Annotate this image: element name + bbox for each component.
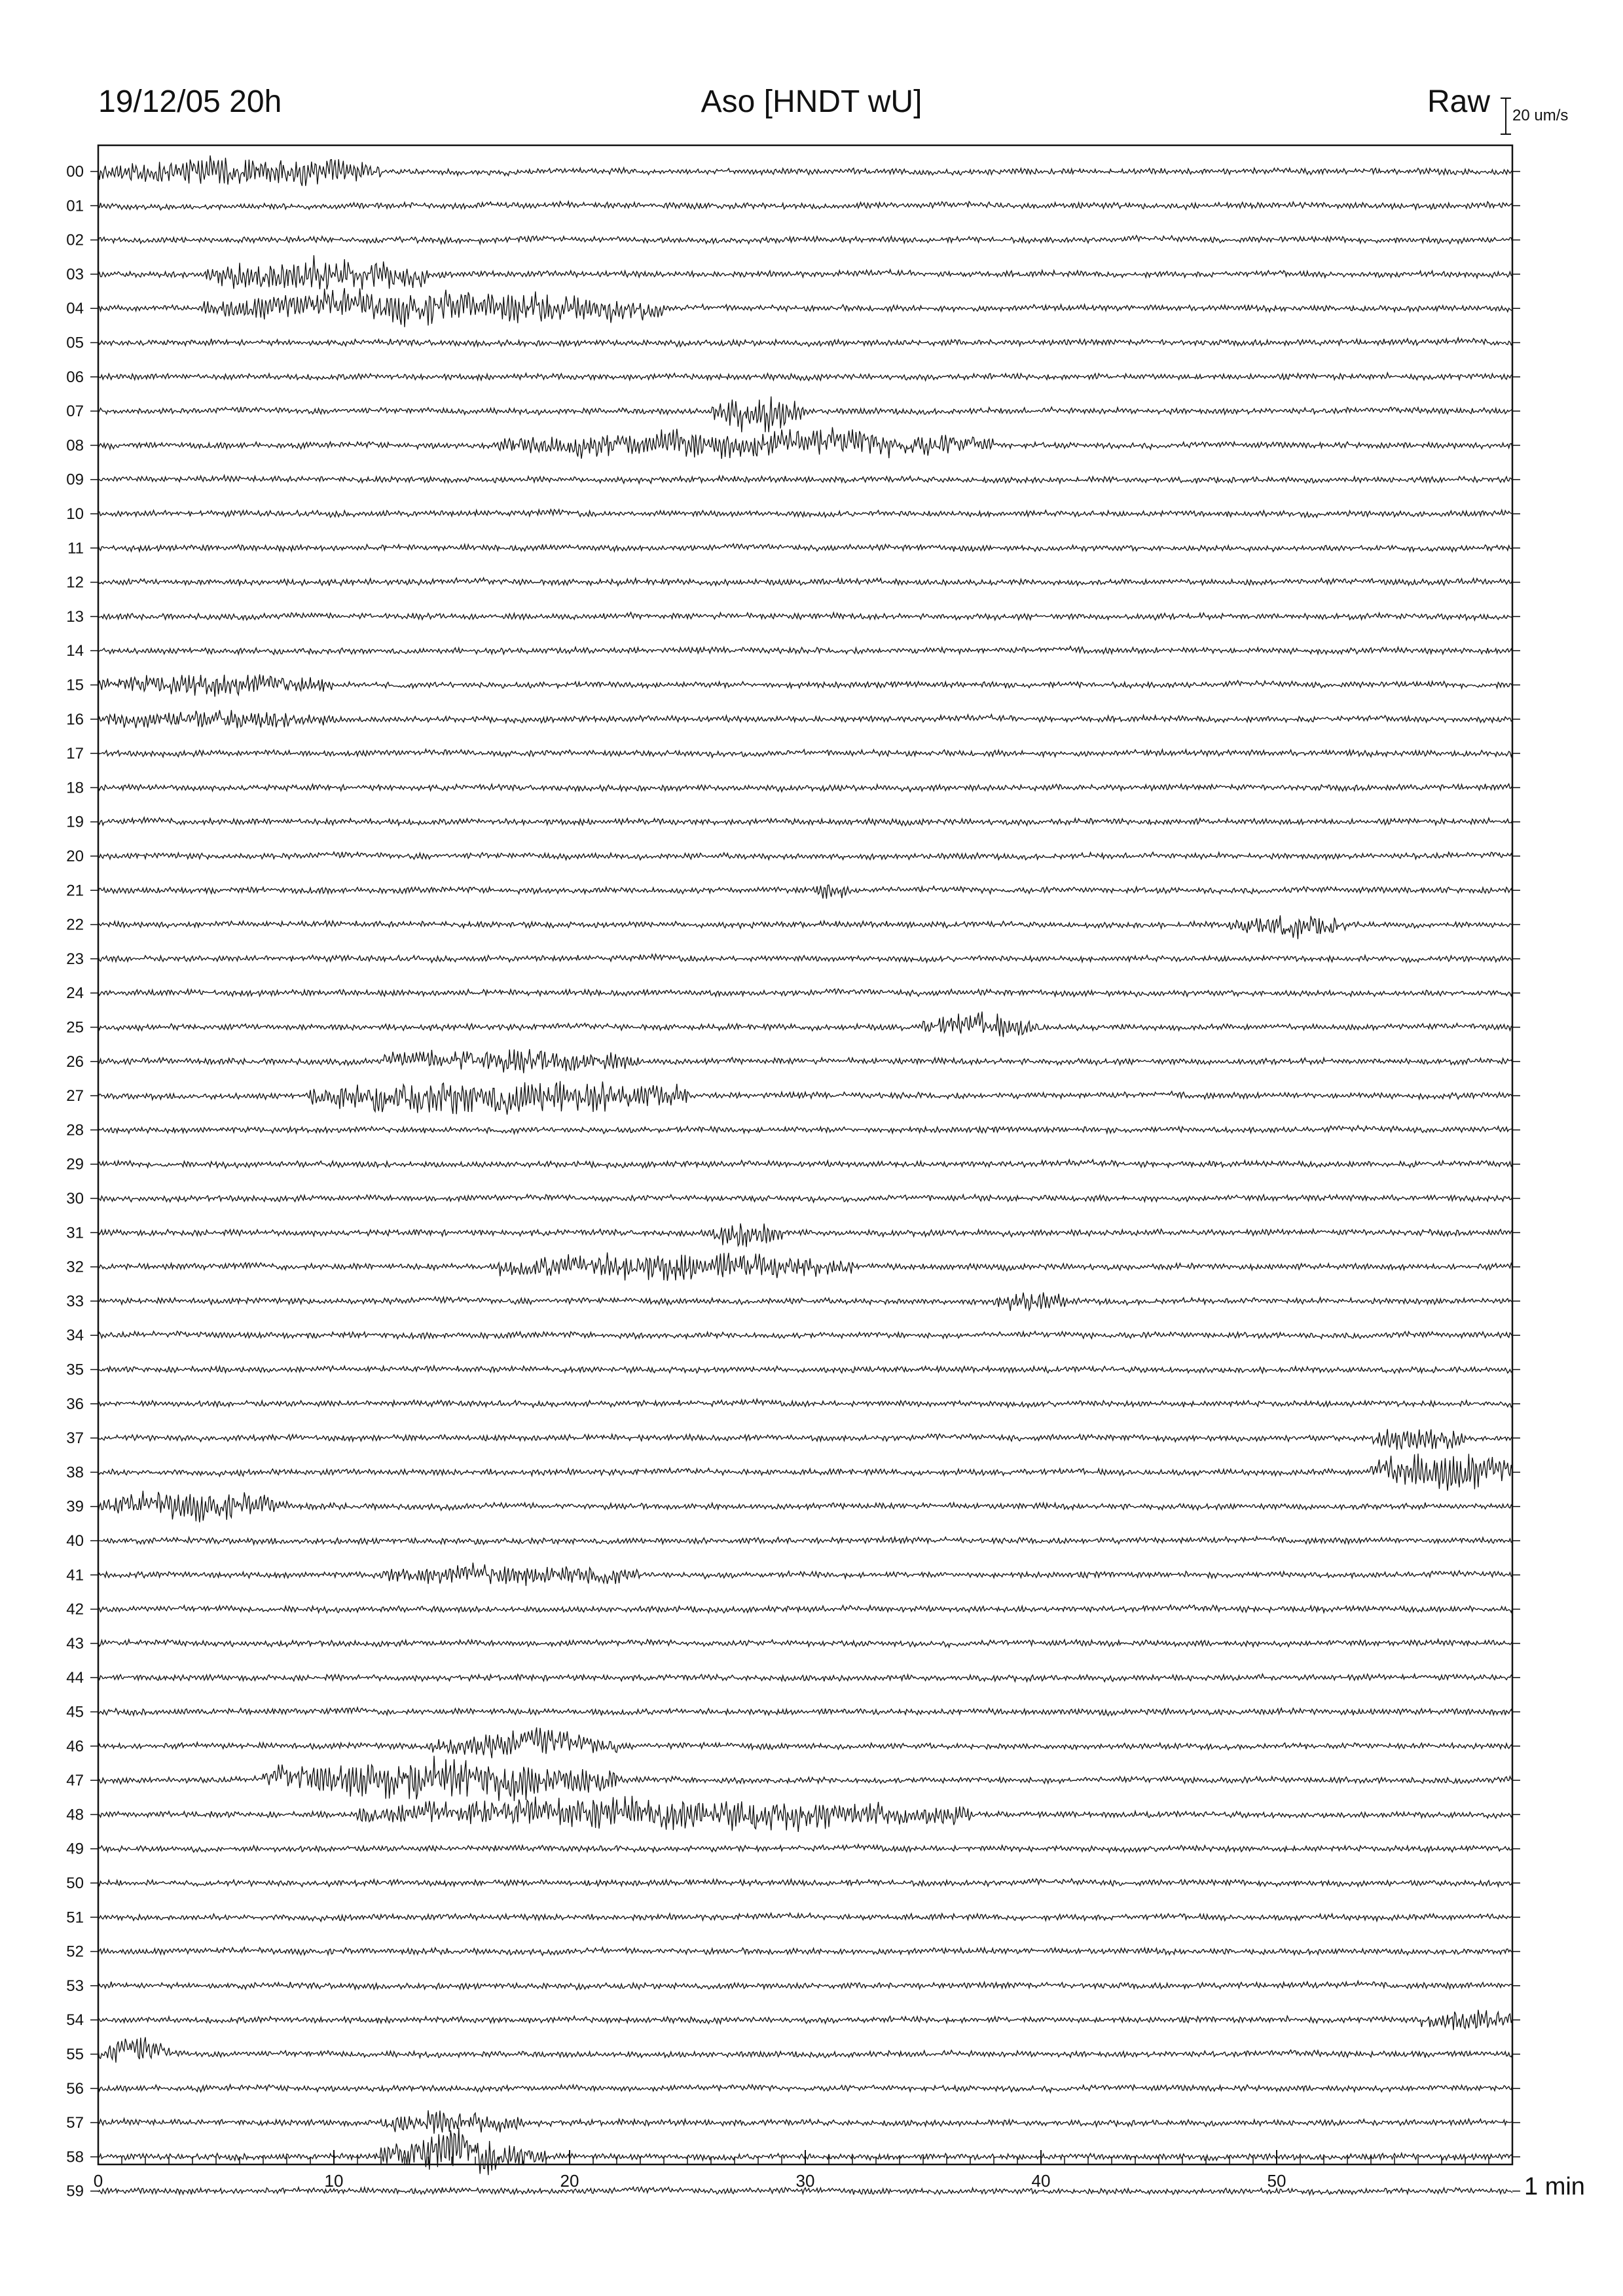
date-hour-label: 19/12/05 20h: [98, 84, 282, 119]
minute-row-label: 48: [66, 1806, 84, 1824]
trace-row-34: [98, 1331, 1512, 1339]
trace-row-08: [98, 427, 1512, 459]
trace-row-26: [98, 1049, 1512, 1073]
minute-row-label: 47: [66, 1772, 84, 1790]
minute-row-label: 59: [66, 2182, 84, 2200]
minute-row-label: 46: [66, 1737, 84, 1755]
trace-row-53: [98, 1981, 1512, 1990]
minute-row-label: 15: [66, 676, 84, 694]
minute-row-label: 34: [66, 1327, 84, 1345]
trace-row-14: [98, 646, 1512, 655]
minute-row-label: 57: [66, 2114, 84, 2132]
trace-row-44: [98, 1674, 1512, 1682]
trace-row-31: [98, 1223, 1512, 1247]
minute-row-label: 44: [66, 1669, 84, 1687]
minute-row-label: 45: [66, 1703, 84, 1721]
minute-row-label: 10: [66, 505, 84, 523]
minute-row-label: 12: [66, 573, 84, 592]
minute-row-label: 05: [66, 334, 84, 352]
trace-row-11: [98, 544, 1512, 552]
trace-row-40: [98, 1537, 1512, 1545]
trace-row-27: [98, 1081, 1512, 1115]
trace-row-20: [98, 852, 1512, 860]
minute-row-label: 22: [66, 916, 84, 934]
station-title: Aso [HNDT wU]: [701, 84, 922, 119]
amplitude-scale-label: 20 um/s: [1512, 107, 1569, 124]
trace-row-21: [98, 885, 1512, 899]
x-axis-unit-label: 1 min: [1524, 2173, 1585, 2200]
minute-row-label: 18: [66, 779, 84, 797]
mode-label: Raw: [1427, 84, 1490, 119]
minute-row-label: 24: [66, 984, 84, 1003]
trace-row-51: [98, 1913, 1512, 1922]
x-tick-label: 30: [795, 2171, 815, 2191]
minute-row-label: 32: [66, 1258, 84, 1276]
trace-row-05: [98, 338, 1512, 346]
trace-row-25: [98, 1012, 1512, 1037]
trace-row-09: [98, 475, 1512, 484]
trace-layer: [98, 156, 1512, 2195]
minute-row-label: 30: [66, 1190, 84, 1208]
minute-row-label: 52: [66, 1943, 84, 1961]
trace-row-28: [98, 1126, 1512, 1134]
minute-row-label: 11: [67, 539, 84, 558]
trace-row-52: [98, 1947, 1512, 1956]
trace-row-54: [98, 2010, 1512, 2030]
minute-row-label: 40: [66, 1532, 84, 1550]
minute-row-label: 58: [66, 2148, 84, 2166]
minute-row-label: 25: [66, 1018, 84, 1037]
trace-row-23: [98, 954, 1512, 963]
minute-row-label: 49: [66, 1840, 84, 1858]
trace-row-30: [98, 1194, 1512, 1202]
trace-row-18: [98, 784, 1512, 792]
trace-row-46: [98, 1727, 1512, 1758]
trace-row-00: [98, 156, 1512, 187]
minute-row-label: 33: [66, 1292, 84, 1310]
minute-row-label: 14: [66, 642, 84, 660]
minute-row-label: 28: [66, 1121, 84, 1139]
trace-row-29: [98, 1160, 1512, 1168]
trace-row-01: [98, 202, 1512, 210]
minute-row-label: 37: [66, 1429, 84, 1448]
trace-row-47: [98, 1756, 1512, 1801]
minute-row-label: 36: [66, 1395, 84, 1413]
trace-row-45: [98, 1708, 1512, 1716]
plot-frame: [98, 145, 1512, 2164]
minute-row-label: 13: [66, 607, 84, 626]
trace-row-42: [98, 1605, 1512, 1613]
trace-row-48: [98, 1796, 1512, 1832]
minute-row-label: 43: [66, 1634, 84, 1653]
minute-row-label: 19: [66, 813, 84, 831]
trace-row-15: [98, 674, 1512, 696]
trace-row-39: [98, 1491, 1512, 1522]
trace-row-04: [98, 288, 1512, 327]
trace-row-56: [98, 2085, 1512, 2092]
minute-row-label: 06: [66, 368, 84, 386]
trace-row-10: [98, 509, 1512, 517]
trace-row-38: [98, 1454, 1512, 1491]
minute-row-label: 27: [66, 1087, 84, 1105]
trace-row-55: [98, 2037, 1512, 2063]
minute-row-label: 04: [66, 300, 84, 318]
minute-row-label: 31: [66, 1224, 84, 1242]
minute-row-label: 03: [66, 265, 84, 283]
trace-row-35: [98, 1366, 1512, 1374]
x-tick-label: 40: [1031, 2171, 1051, 2191]
x-tick-label: 50: [1267, 2171, 1286, 2191]
minute-row-label: 38: [66, 1463, 84, 1482]
x-tick-label: 10: [324, 2171, 344, 2191]
minute-row-label: 35: [66, 1361, 84, 1379]
trace-row-16: [98, 710, 1512, 728]
minute-row-label: 20: [66, 848, 84, 865]
minute-row-label: 51: [66, 1909, 84, 1927]
trace-row-57: [98, 2110, 1512, 2134]
minute-row-label: 53: [66, 1977, 84, 1995]
trace-row-32: [98, 1253, 1512, 1281]
trace-row-33: [98, 1293, 1512, 1311]
trace-row-22: [98, 916, 1512, 939]
minute-row-label: 00: [66, 163, 84, 181]
trace-row-06: [98, 373, 1512, 381]
minute-row-labels: [66, 163, 1520, 2200]
x-tick-label: 0: [93, 2171, 103, 2191]
minute-row-label: 17: [66, 745, 84, 763]
trace-row-50: [98, 1879, 1512, 1887]
trace-row-43: [98, 1640, 1512, 1647]
minute-row-label: 21: [66, 882, 84, 900]
trace-row-07: [98, 397, 1512, 433]
trace-row-49: [98, 1844, 1512, 1852]
minute-row-label: 50: [66, 1874, 84, 1892]
trace-row-37: [98, 1429, 1512, 1450]
minute-row-label: 09: [66, 471, 84, 489]
minute-row-label: 29: [66, 1155, 84, 1174]
trace-row-13: [98, 613, 1512, 620]
minute-row-label: 02: [66, 231, 84, 249]
trace-row-03: [98, 255, 1512, 290]
minute-row-label: 23: [66, 950, 84, 968]
trace-row-12: [98, 578, 1512, 586]
minute-row-label: 54: [66, 2011, 84, 2030]
minute-row-label: 16: [66, 710, 84, 728]
trace-row-19: [98, 817, 1512, 826]
minute-row-label: 42: [66, 1600, 84, 1619]
trace-row-41: [98, 1563, 1512, 1587]
trace-row-24: [98, 989, 1512, 997]
minute-row-label: 08: [66, 437, 84, 455]
minute-row-label: 39: [66, 1498, 84, 1516]
minute-row-label: 55: [66, 2045, 84, 2064]
minute-row-label: 41: [66, 1566, 84, 1585]
minute-row-label: 07: [66, 403, 84, 421]
trace-row-36: [98, 1399, 1512, 1408]
minute-row-label: 01: [66, 197, 84, 215]
minute-row-label: 56: [66, 2079, 84, 2098]
minute-row-label: 26: [66, 1052, 84, 1071]
x-tick-label: 20: [560, 2171, 579, 2191]
trace-row-02: [98, 236, 1512, 244]
trace-row-17: [98, 749, 1512, 758]
